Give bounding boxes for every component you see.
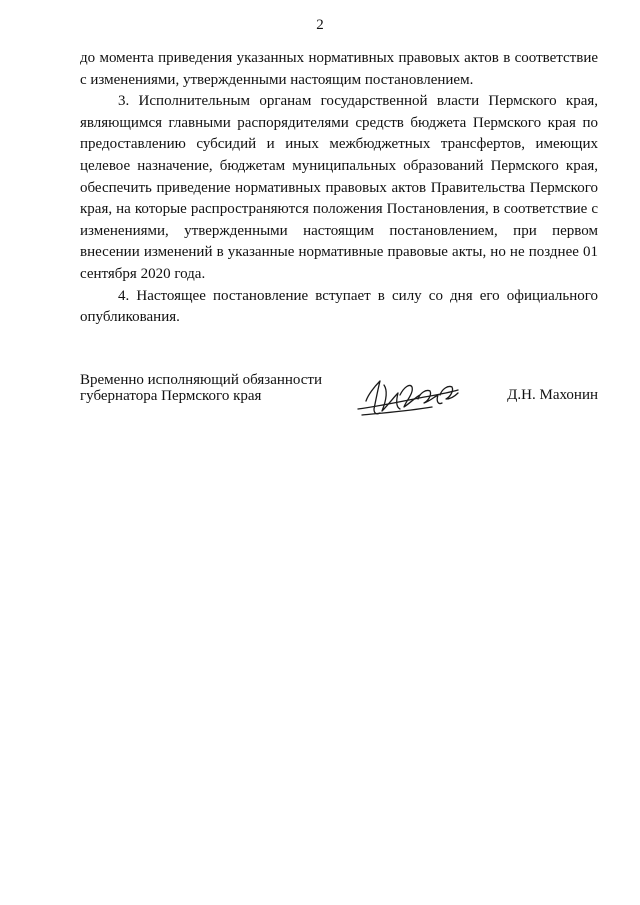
page-number: 2	[316, 17, 324, 33]
signer-name: Д.Н. Махонин	[507, 387, 598, 403]
signer-title-line-1: Временно исполняющий обязанности	[80, 372, 323, 388]
handwritten-signature	[354, 377, 466, 419]
document-body	[80, 48, 598, 329]
paragraph-item-4: 4. Настоящее постановление вступает в силу со дня его официального опубликования.	[80, 287, 598, 326]
signer-title-line-2: губернатора Пермского края	[80, 387, 262, 404]
paragraph-item-3: 3. Исполнительным органам государственной власти Пермского края, являющимся главными распорядителями средств бюджета Пермского края по предоставлению субсидий и иных межбюджетных трансфертов, имеющих целевое назначение, бюджетам муниципальных образований Пермского края, обеспечить приведение нормативных правовых актов Правительства Пермского края, на которые распространяются положения Постановления, в соответствие с изменениями, утвержденными настоящим постановлением, при первом внесении изменений в указанные нормативные правовые акты, но не позднее 01 сентября 2020 года.	[80, 93, 598, 282]
signer-title	[80, 373, 350, 404]
paragraph-continuation: до момента приведения указанных нормативных правовых актов в соответствие с изменениями, утвержденными настоящим постановлением.	[80, 50, 598, 88]
signature-block	[80, 373, 598, 433]
